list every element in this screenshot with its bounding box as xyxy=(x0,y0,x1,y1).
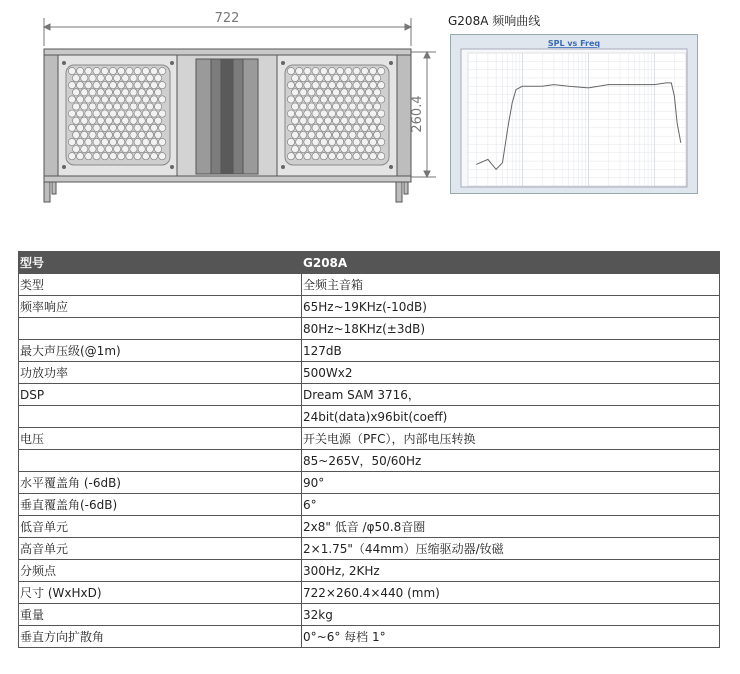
spec-label-cell: DSP xyxy=(19,384,302,406)
spec-value-cell: 全频主音箱 xyxy=(302,274,720,296)
spec-label-cell: 垂直方向扩散角 xyxy=(19,626,302,648)
table-row xyxy=(19,626,720,648)
spec-label-cell: 分频点 xyxy=(19,560,302,582)
table-row xyxy=(19,340,720,362)
spec-label-cell: 重量 xyxy=(19,604,302,626)
spec-label-cell xyxy=(19,450,302,472)
spec-label-cell: 水平覆盖角 (-6dB) xyxy=(19,472,302,494)
width-dimension-label: 722 xyxy=(214,11,240,26)
spec-value-cell: 300Hz, 2KHz xyxy=(302,560,720,582)
spec-value-cell: 85~265V，50/60Hz xyxy=(302,450,720,472)
table-row xyxy=(19,428,720,450)
chart-title: SPL vs Freq xyxy=(547,39,601,48)
spec-label-cell: 类型 xyxy=(19,274,302,296)
table-row xyxy=(19,560,720,582)
table-row xyxy=(19,318,720,340)
spec-label-cell: 频率响应 xyxy=(19,296,302,318)
spec-value-cell: 2x8" 低音 /φ50.8音圈 xyxy=(302,516,720,538)
left-grille xyxy=(62,61,174,169)
table-row xyxy=(19,406,720,428)
spec-value-cell: 722×260.4×440 (mm) xyxy=(302,582,720,604)
spec-label-cell: 电压 xyxy=(19,428,302,450)
curve-title: G208A 频响曲线 xyxy=(448,14,541,28)
spec-label-cell xyxy=(19,318,302,340)
spec-table xyxy=(18,251,720,648)
spec-value-cell: 500Wx2 xyxy=(302,362,720,384)
table-row xyxy=(19,604,720,626)
spec-label-cell xyxy=(19,406,302,428)
spec-value-cell: 24bit(data)x96bit(coeff) xyxy=(302,406,720,428)
table-row xyxy=(19,494,720,516)
spec-value-cell: 90° xyxy=(302,472,720,494)
spec-value-cell: 80Hz~18KHz(±3dB) xyxy=(302,318,720,340)
table-row xyxy=(19,472,720,494)
right-grille xyxy=(281,61,393,169)
spec-value-cell: 2×1.75"（44mm）压缩驱动器/钕磁 xyxy=(302,538,720,560)
table-row xyxy=(19,538,720,560)
table-row xyxy=(19,516,720,538)
height-dimension-label: 260.4 xyxy=(410,95,425,133)
table-row xyxy=(19,582,720,604)
spec-label-cell: 垂直覆盖角(-6dB) xyxy=(19,494,302,516)
spec-label-cell: 尺寸 (WxHxD) xyxy=(19,582,302,604)
spec-label-cell: 型号 xyxy=(19,252,302,274)
spec-label-cell: 最大声压级(@1m) xyxy=(19,340,302,362)
table-row xyxy=(19,274,720,296)
spec-value-cell: 开关电源（PFC），内部电压转换 xyxy=(302,428,720,450)
spec-label-cell: 低音单元 xyxy=(19,516,302,538)
frequency-response-chart xyxy=(450,34,698,194)
spec-value-cell: 0°~6° 每档 1° xyxy=(302,626,720,648)
table-header-row xyxy=(19,252,720,274)
spec-value-cell: G208A xyxy=(302,252,720,274)
table-row xyxy=(19,296,720,318)
table-row xyxy=(19,362,720,384)
spec-value-cell: 65Hz~19KHz(-10dB) xyxy=(302,296,720,318)
spec-value-cell: Dream SAM 3716， xyxy=(302,384,720,406)
spec-value-cell: 6° xyxy=(302,494,720,516)
table-row xyxy=(19,450,720,472)
spec-label-cell: 功放功率 xyxy=(19,362,302,384)
spec-value-cell: 32kg xyxy=(302,604,720,626)
spec-label-cell: 高音单元 xyxy=(19,538,302,560)
table-row xyxy=(19,384,720,406)
spec-value-cell: 127dB xyxy=(302,340,720,362)
speaker-drawing xyxy=(0,0,440,215)
